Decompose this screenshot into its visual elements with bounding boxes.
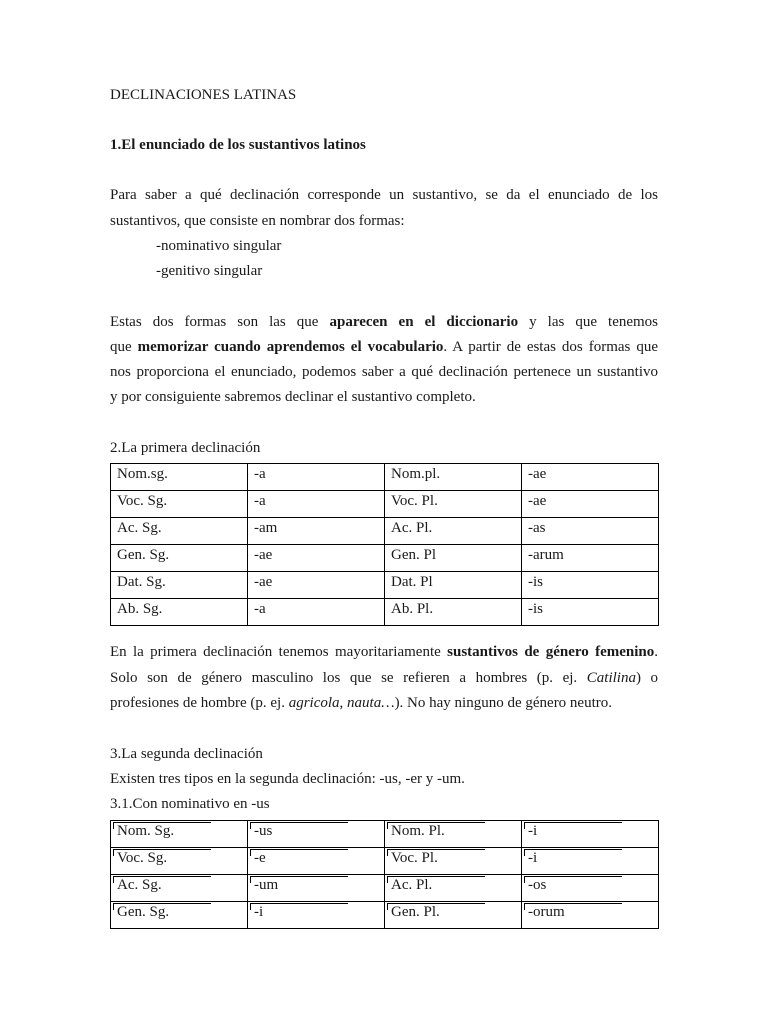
table-row (111, 572, 659, 599)
table-row (111, 875, 659, 902)
cell-tick (250, 876, 251, 883)
table-cell: -us (254, 823, 273, 839)
table-row (111, 902, 659, 929)
table-cell-wrap (522, 875, 659, 902)
table-cell-wrap (248, 821, 385, 848)
cell-tick (524, 822, 525, 829)
cell-underline (250, 822, 348, 823)
table-cell-wrap (111, 821, 248, 848)
section2-p-line3 (110, 694, 612, 712)
table-cell-wrap (111, 875, 248, 902)
table-cell: -e (254, 850, 266, 866)
table-cell-wrap (248, 848, 385, 875)
table-cell: -os (528, 877, 547, 893)
cell-underline (113, 822, 211, 823)
text-run: Solo son de género masculino los que se refieren a hombres (p. ej. (110, 670, 578, 686)
text-run: . A partir de estas dos formas que (443, 339, 658, 355)
table-cell: -a (248, 464, 385, 491)
second-declension-us-table (110, 820, 659, 929)
table-cell: -orum (528, 904, 565, 920)
table-cell: -arum (522, 545, 659, 572)
table-cell: Ac. Sg. (117, 877, 162, 893)
text-run: que (110, 339, 132, 355)
cell-tick (524, 876, 525, 883)
table-cell: Nom.sg. (111, 464, 248, 491)
table-cell: -ae (248, 572, 385, 599)
document-title: DECLINACIONES LATINAS (110, 87, 297, 103)
cell-tick (524, 903, 525, 910)
cell-underline (250, 903, 348, 904)
section2-p-line1 (110, 643, 658, 661)
table-cell: -is (522, 599, 659, 626)
cell-underline (250, 849, 348, 850)
cell-tick (113, 822, 114, 829)
text-run: profesiones de hombre (p. ej. (110, 695, 285, 711)
first-declension-table (110, 463, 659, 626)
table-cell: -i (254, 904, 264, 920)
table-cell: -am (248, 518, 385, 545)
italic-run: Catilina (586, 670, 636, 686)
section1-p2-line3: nos proporciona el enunciado, podemos saber a qué declinación pertenece un sustantivo (110, 364, 658, 380)
cell-tick (387, 876, 388, 883)
table-cell: Ac. Pl. (391, 877, 433, 893)
cell-tick (250, 822, 251, 829)
table-cell-wrap (522, 821, 659, 848)
table-cell: Dat. Pl (385, 572, 522, 599)
italic-run: nauta… (347, 695, 395, 711)
table-row (111, 491, 659, 518)
cell-underline (524, 903, 622, 904)
table-cell-wrap (522, 902, 659, 929)
list-item: -nominativo singular (156, 238, 282, 254)
section1-p2-line4: y por consiguiente sabremos declinar el sustantivo completo. (110, 389, 476, 405)
table-cell: -i (528, 850, 538, 866)
table-cell: Gen. Pl. (391, 904, 440, 920)
table-cell-wrap (111, 902, 248, 929)
table-cell: Ac. Sg. (111, 518, 248, 545)
section1-heading (110, 136, 366, 154)
section2-heading: 2.La primera declinación (110, 440, 261, 456)
text-run: , (339, 695, 344, 711)
table-cell: -i (528, 823, 538, 839)
section1-p1-line2: sustantivos, que consiste en nombrar dos formas: (110, 213, 405, 229)
table-cell: -a (248, 491, 385, 518)
table-cell: Ab. Sg. (111, 599, 248, 626)
cell-tick (113, 903, 114, 910)
table-row (111, 848, 659, 875)
table-cell-wrap (248, 902, 385, 929)
table-cell: Ab. Pl. (385, 599, 522, 626)
list-item: -genitivo singular (156, 263, 263, 279)
cell-tick (387, 822, 388, 829)
table-cell-wrap (111, 848, 248, 875)
section1-p2-line2 (110, 338, 658, 356)
cell-tick (113, 876, 114, 883)
section3-heading: 3.La segunda declinación (110, 746, 263, 762)
table-cell: Voc. Sg. (117, 850, 168, 866)
table-cell: -a (248, 599, 385, 626)
cell-tick (250, 849, 251, 856)
table-cell: Gen. Pl (385, 545, 522, 572)
bold-run: aparecen en el diccionario (329, 314, 519, 330)
table-cell: -as (522, 518, 659, 545)
table-cell-wrap (385, 875, 522, 902)
bold-run: sustantivos de género femenino (447, 644, 655, 660)
cell-tick (524, 849, 525, 856)
table-row (111, 464, 659, 491)
table-row (111, 518, 659, 545)
table-row (111, 599, 659, 626)
section3-intro: Existen tres tipos en la segunda declinación: -us, -er y -um. (110, 771, 465, 787)
table-row (111, 545, 659, 572)
table-cell-wrap (385, 848, 522, 875)
cell-underline (387, 876, 485, 877)
table-cell-wrap (385, 821, 522, 848)
section1-p2-line1 (110, 313, 658, 331)
italic-run: agricola (288, 695, 340, 711)
cell-underline (113, 876, 211, 877)
table-cell: -ae (522, 464, 659, 491)
table-cell: -is (522, 572, 659, 599)
table-cell: Ac. Pl. (385, 518, 522, 545)
text-run: Estas dos formas son las que (110, 314, 319, 330)
cell-underline (387, 849, 485, 850)
table-cell: Dat. Sg. (111, 572, 248, 599)
table-cell: Nom. Pl. (391, 823, 445, 839)
cell-tick (387, 849, 388, 856)
text-run: ) o (635, 670, 659, 686)
section3-sub-heading: 3.1.Con nominativo en -us (110, 796, 270, 812)
cell-underline (113, 849, 211, 850)
cell-tick (387, 903, 388, 910)
section2-p-line2 (110, 669, 658, 687)
section1-heading-text: 1.El enunciado de los sustantivos latinos (110, 137, 366, 153)
table-cell: Voc. Sg. (111, 491, 248, 518)
cell-underline (387, 822, 485, 823)
cell-underline (250, 876, 348, 877)
table-cell: -ae (522, 491, 659, 518)
cell-underline (387, 903, 485, 904)
cell-underline (524, 849, 622, 850)
cell-underline (113, 903, 211, 904)
table-cell: Gen. Sg. (111, 545, 248, 572)
text-run: y las que tenemos (529, 314, 659, 330)
table-cell-wrap (248, 875, 385, 902)
section1-p1-line1: Para saber a qué declinación corresponde un sustantivo, se da el enunciado de los (110, 187, 658, 203)
table-cell: Nom. Sg. (117, 823, 175, 839)
table-cell: Voc. Pl. (391, 850, 438, 866)
text-run: . (654, 644, 658, 660)
table-cell: -um (254, 877, 279, 893)
cell-underline (524, 822, 622, 823)
cell-tick (250, 903, 251, 910)
table-cell: Nom.pl. (385, 464, 522, 491)
cell-underline (524, 876, 622, 877)
table-cell-wrap (522, 848, 659, 875)
text-run: ). No hay ninguno de género neutro. (394, 695, 613, 711)
text-run: En la primera declinación tenemos mayoritariamente (110, 644, 441, 660)
bold-run: memorizar cuando aprendemos el vocabulario (137, 339, 444, 355)
table-cell-wrap (385, 902, 522, 929)
cell-tick (113, 849, 114, 856)
table-row (111, 821, 659, 848)
table-cell: Gen. Sg. (117, 904, 170, 920)
table-cell: Voc. Pl. (385, 491, 522, 518)
table-cell: -ae (248, 545, 385, 572)
